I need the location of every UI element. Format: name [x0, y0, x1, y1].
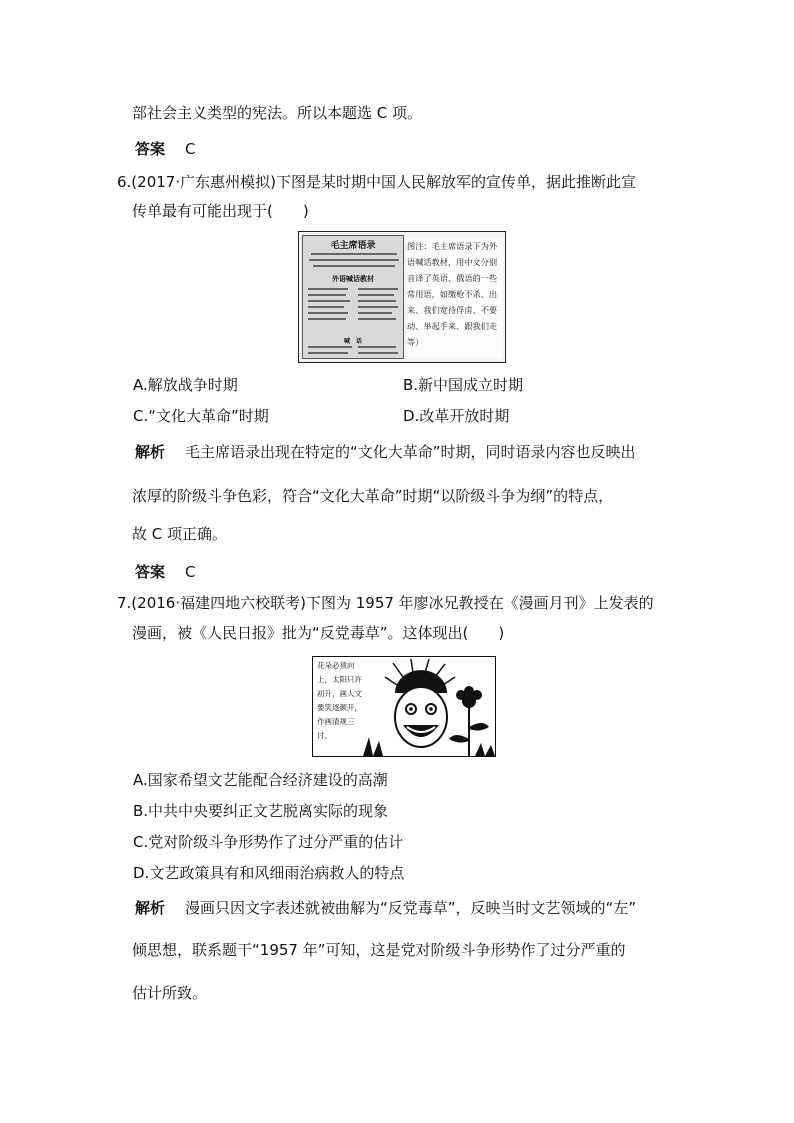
q6-stem-line1: 6.(2017·广东惠州模拟)下图是某时期中国人民解放军的宣传单，据此推断此宣 [117, 173, 636, 191]
leaflet-title: 毛主席语录 [330, 241, 376, 251]
analysis-label: 解析 [135, 899, 166, 917]
cartoon-caption: 花朵必须向上，太阳只许初升，画人文要笑逐颜开，作画清规三讨。 [317, 661, 362, 740]
prev-analysis-tail: 部社会主义类型的宪法。所以本题选 C 项。 [132, 104, 423, 122]
answer-value: C [185, 563, 196, 581]
q6-figure-leaflet [298, 231, 506, 363]
q6-option-a: A.解放战争时期 [133, 376, 238, 394]
q7-stem-line1: 7.(2016·福建四地六校联考)下图为 1957 年廖冰兄教授在《漫画月刊》上发表的 [117, 594, 654, 612]
q6-analysis-line3: 故 C 项正确。 [132, 525, 228, 543]
answer-label: 答案 [135, 140, 166, 158]
q7-option-d: D.文艺政策具有和风细雨治病救人的特点 [133, 864, 405, 882]
answer-prev [135, 139, 196, 159]
q6-stem-line2: 传单最有可能出现于( ) [132, 202, 309, 220]
q6-analysis-line2: 浓厚的阶级斗争色彩，符合“文化大革命”时期“以阶级斗争为纲”的特点， [132, 487, 614, 505]
leaflet-image [302, 235, 404, 359]
leaflet-note: 图注：毛主席语录下为外语喊话教材，用中文分别音译了英语、俄语的一些常用语，如缴枪不杀、出来、我们宽待俘虏、不要动、举起手来、跟我们走等） [407, 238, 503, 358]
leaflet-subtitle2: 喊 话 [343, 338, 362, 345]
q7-figure-cartoon [312, 656, 496, 757]
leaflet-subtitle: 外语喊话教材 [332, 274, 374, 283]
q6-option-d: D.改革开放时期 [403, 407, 510, 425]
q7-option-b: B.中共中央要纠正文艺脱离实际的现象 [133, 802, 389, 820]
cartoon-drawing [363, 657, 495, 756]
q7-option-c: C.党对阶级斗争形势作了过分严重的估计 [133, 833, 404, 851]
q6-answer [135, 562, 196, 582]
q7-stem-line2: 漫画，被《人民日报》批为“反党毒草”。这体现出( ) [132, 624, 505, 642]
q6-option-b: B.新中国成立时期 [403, 376, 524, 394]
answer-label: 答案 [135, 563, 166, 581]
q7-analysis-line2: 倾思想，联系题干“1957 年”可知，这是党对阶级斗争形势作了过分严重的 [132, 941, 626, 959]
q7-analysis-line1: 解析 漫画只因文字表述就被曲解为“反党毒草”，反映当时文艺领域的“左” [135, 899, 637, 917]
analysis-label: 解析 [135, 443, 166, 461]
answer-value: C [185, 140, 196, 158]
q7-option-a: A.国家希望文艺能配合经济建设的高潮 [133, 771, 388, 789]
q6-analysis-line1: 解析 毛主席语录出现在特定的“文化大革命”时期，同时语录内容也反映出 [135, 443, 636, 461]
q7-analysis-line3: 估计所致。 [132, 984, 208, 1002]
q6-option-c: C.“文化大革命”时期 [133, 407, 269, 425]
